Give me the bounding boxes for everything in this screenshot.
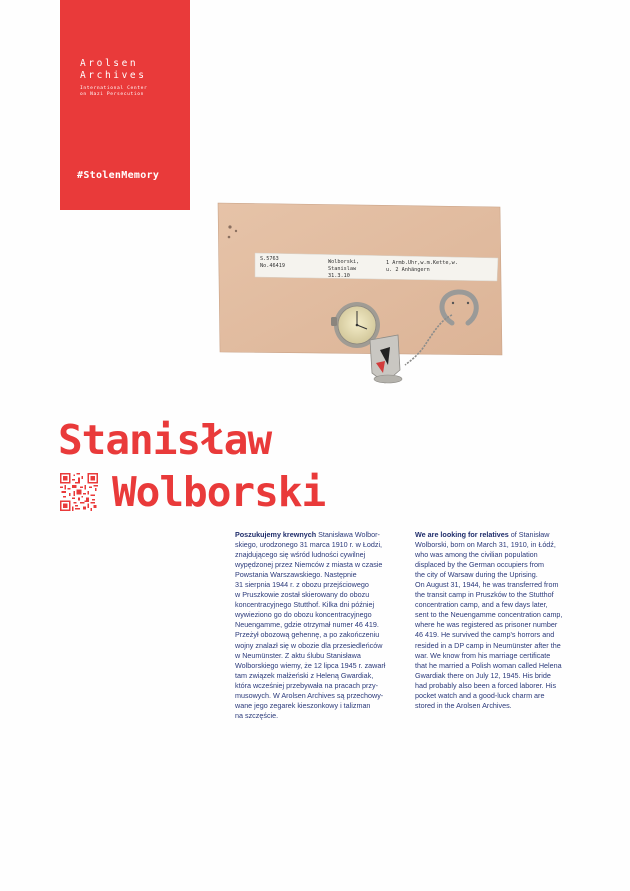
tag-mid-line1: Wolborski, [328, 259, 360, 265]
watch-crown [331, 317, 337, 326]
brand-logo[interactable] [80, 58, 147, 82]
english-line: 46 419. He survived the camp's horrors and [415, 630, 555, 640]
english-line: who was among the civilian population [415, 550, 538, 560]
english-line: war. We know from his marriage certificate [415, 650, 551, 660]
english-line: stored in the Arolsen Archives. [415, 700, 512, 710]
polish-line: w Pruszkowie został skierowany do obozu [235, 590, 370, 600]
object-photo [200, 195, 510, 405]
polish-line: znajdującego się wśród ludności cywilnej [235, 550, 366, 560]
label-strip [255, 253, 498, 281]
brand-subtitle [80, 86, 147, 98]
envelope-watch-illustration [200, 195, 510, 405]
tag-right-line2: u. 2 Anhängern [386, 267, 430, 273]
english-text: of Stanisław [508, 530, 550, 539]
tag-left-line1: S.5763 [260, 256, 279, 262]
title-first-name: Stanisław [58, 416, 272, 464]
hashtag: #StolenMemory [77, 170, 160, 181]
polish-line: Wolborskiego wiemy, że 12 lipca 1945 r. zawarł [235, 660, 386, 670]
english-line: On August 31, 1944, he was transferred from [415, 580, 559, 590]
polish-line: Neuengamme, gdzie otrzymał numer 46 419. [235, 620, 379, 630]
polish-line: 31 sierpnia 1944 r. z obozu przejściowego [235, 580, 369, 590]
polish-line: wojny znalazł się w obozie dla przesiedleńców [235, 640, 383, 650]
polish-line: na szczęście. [235, 710, 279, 720]
polish-line: tam związek małżeński z Heleną Gwardiak, [235, 670, 374, 680]
polish-line: wane jego zegarek kieszonkowy i talizman [235, 700, 371, 710]
english-line: the transit camp in Pruszków to the Stutthof [415, 590, 554, 600]
brand-sub-line1: International Center [80, 86, 148, 91]
tag-mid-line2: Stanislaw [328, 266, 357, 272]
polish-line: wywieziono go do obozu koncentracyjnego [235, 610, 372, 620]
english-line-0 [415, 530, 587, 540]
tag-mid-line3: 31.3.10 [328, 273, 350, 279]
english-line: had probably also been a forced laborer. His [415, 680, 557, 690]
label-inventory-number [260, 256, 285, 270]
polish-line-0 [235, 530, 407, 540]
english-line: that he married a Polish woman called Helena [415, 660, 562, 670]
tag-right-line1: 1 Armb.Uhr,w.m.Kette,w. [386, 260, 458, 266]
english-description [415, 530, 587, 711]
title-last-name: Wolborski [112, 468, 326, 516]
tag-left-line2: No.46419 [260, 263, 285, 269]
polish-description [235, 530, 407, 721]
brand-block [60, 0, 190, 210]
english-lead: We are looking for relatives [415, 530, 509, 539]
english-line: the city of Warsaw during the Uprising. [415, 570, 538, 580]
polish-lead: Poszukujemy krewnych [235, 530, 317, 539]
brand-name-line1: Arolsen [80, 58, 139, 69]
polish-line: wypędzonej przez Niemców z miasta w czasie [235, 560, 383, 570]
polish-line: Powstania Warszawskiego. Następnie [235, 570, 357, 580]
polish-line: koncentracyjnego Stutthof. Kilka dni później [235, 600, 375, 610]
polish-line: która wcześniej przebywała na pracach przy- [235, 680, 379, 690]
english-line: pocket watch and a good-luck charm are [415, 690, 545, 700]
english-line: Gwardiak there on July 12, 1945. His bride [415, 670, 551, 680]
polish-text: Stanisława Wolbor- [316, 530, 380, 539]
polish-line: musowych. W Arolsen Archives są przechowy- [235, 690, 384, 700]
english-line: resided in a DP camp in Neumünster after the [415, 640, 561, 650]
polish-line: w Neumünster. Z aktu ślubu Stanisława [235, 650, 361, 660]
label-name [328, 259, 359, 280]
english-line: Wolborski, born on March 31, 1910, in Łódź, [415, 540, 556, 550]
brand-sub-line2: on Nazi Persecution [80, 92, 144, 97]
brand-name-line2: Archives [80, 70, 147, 81]
qr-code-icon[interactable] [60, 473, 98, 511]
english-line: sent to the Neuengamme concentration camp, [415, 610, 563, 620]
polish-line: skiego, urodzonego 31 marca 1910 r. w Łodzi, [235, 540, 383, 550]
english-line: where he was registered as prisoner number [415, 620, 558, 630]
english-line: displaced by the German occupiers from [415, 560, 545, 570]
english-line: concentration camp, and a few days later, [415, 600, 548, 610]
polish-line: Przeżył obozową gehennę, a po zakończeniu [235, 630, 380, 640]
label-contents [386, 260, 458, 274]
